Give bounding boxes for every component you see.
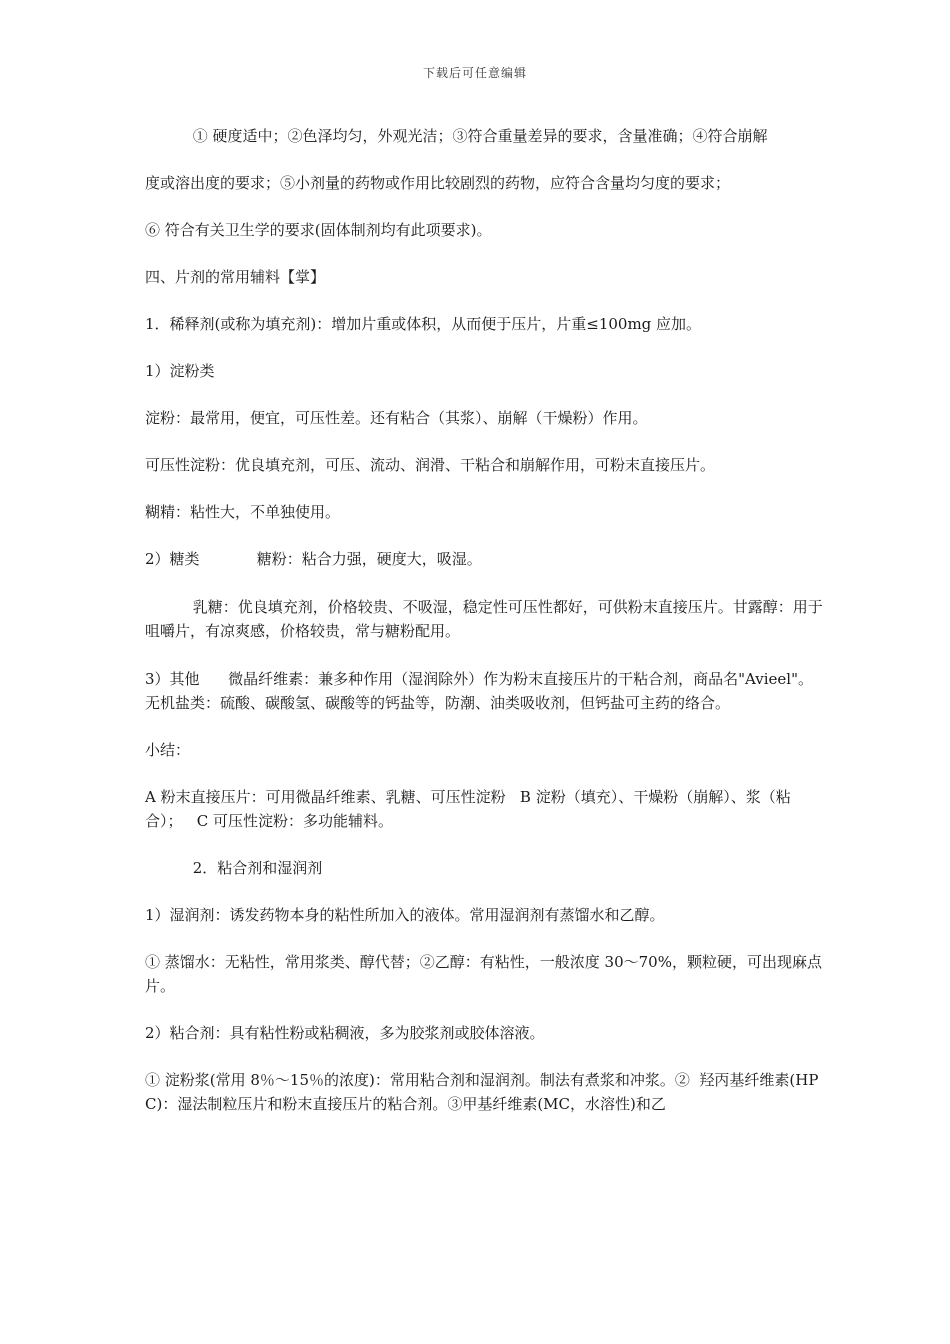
paragraph: 可压性淀粉：优良填充剂，可压、流动、润滑、干粘合和崩解作用，可粉末直接压片。 (145, 456, 716, 474)
paragraph: 2）粘合剂：具有粘性粉或粘稠液，多为胶浆剂或胶体溶液。 (145, 1024, 545, 1042)
paragraph: ① 硬度适中；②色泽均匀，外观光洁；③符合重量差异的要求，含量准确；④符合崩解 (145, 127, 768, 145)
paragraph: 乳糖：优良填充剂，价格较贵、不吸湿，稳定性可压性都好，可供粉末直接压片。甘露醇：用于咀嚼片，有凉爽感，价格较贵，常与糖粉配用。 (145, 598, 823, 640)
paragraph: 1．稀释剂(或称为填充剂)：增加片重或体积，从而便于压片，片重≤100mg 应加。 (145, 315, 702, 333)
section-heading: 四、片剂的常用辅料【掌】 (145, 268, 326, 286)
section-heading: 2．粘合剂和湿润剂 (145, 859, 323, 877)
subheading: 小结： (145, 741, 191, 759)
paragraph: 3）其他 微晶纤维素：兼多种作用（湿润除外）作为粉末直接压片的干粘合剂，商品名"Avieel"。 无机盐类：硫酸、碳酸氢、碳酸等的钙盐等，防潮、油类吸收剂，但钙盐可主药的络合。 (145, 670, 861, 712)
paragraph: ① 蒸馏水：无粘性，常用浆类、醇代替；②乙醇：有粘性，一般浓度 30～70%，颗粒硬，可出现麻点片。 (145, 953, 822, 995)
page-header: 下载后可任意编辑 (422, 66, 527, 80)
paragraph: 糊精：粘性大，不单独使用。 (145, 503, 341, 521)
paragraph: 2）糖类 糖粉：粘合力强，硬度大，吸湿。 (145, 550, 482, 568)
paragraph: A 粉末直接压片：可用微晶纤维素、乳糖、可压性淀粉 B 淀粉（填充）、干燥粉（崩解）、浆（粘合）； C 可压性淀粉：多功能辅料。 (145, 788, 791, 830)
subheading: 1）淀粉类 (145, 362, 215, 380)
paragraph: 度或溶出度的要求；⑤小剂量的药物或作用比较剧烈的药物，应符合含量均匀度的要求； (145, 174, 731, 192)
paragraph: 淀粉：最常用，便宜，可压性差。还有粘合（其浆）、崩解（干燥粉）作用。 (145, 409, 648, 427)
paragraph: ① 淀粉浆(常用 8％～15％的浓度)：常用粘合剂和湿润剂。制法有煮浆和冲浆。② 羟丙基纤维素(HPC)：湿法制粒压片和粉末直接压片的粘合剂。③甲基纤维素(MC，水溶性)和乙 (145, 1071, 819, 1113)
paragraph: ⑥ 符合有关卫生学的要求(固体制剂均有此项要求)。 (145, 221, 492, 239)
paragraph: 1）湿润剂：诱发药物本身的粘性所加入的液体。常用湿润剂有蒸馏水和乙醇。 (145, 906, 665, 924)
document-body (145, 124, 861, 1116)
